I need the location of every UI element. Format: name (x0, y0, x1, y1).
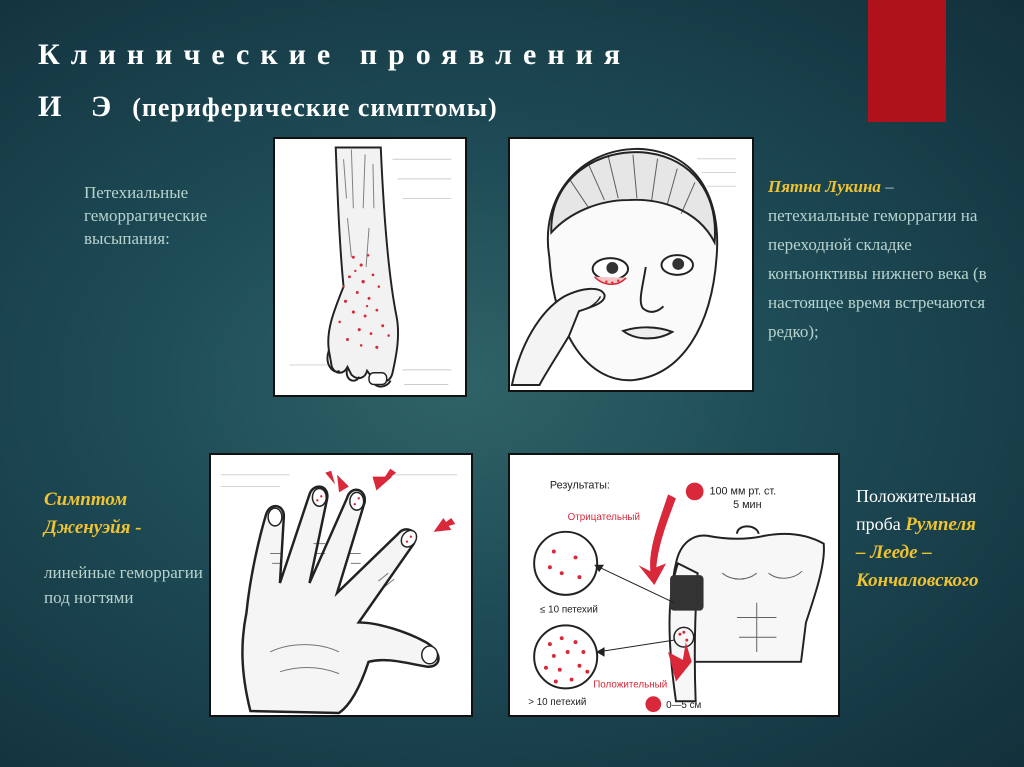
rumpel-line3: – Лееде – (856, 542, 932, 563)
janeway-caption: линейные геморрагии под ногтями (44, 563, 203, 607)
negative-count: ≤ 10 петехий (540, 604, 598, 616)
blood-pressure-cuff (670, 575, 703, 610)
hand-illustration (209, 453, 473, 717)
rumpel-line1: Положительная (856, 486, 977, 506)
title-abbreviation: И Э (38, 90, 123, 123)
slide-title-line1: Клинические проявления (38, 38, 632, 71)
negative-label: Отрицательный (567, 512, 640, 523)
pressure-marker-icon (686, 483, 704, 501)
accent-bar (868, 0, 946, 122)
rumpel-drawing (510, 455, 838, 715)
hand-drawing (211, 455, 471, 715)
foot-drawing (275, 139, 465, 395)
rumpel-line4: Кончаловского (856, 570, 979, 591)
rumpel-line2-name: Румпеля (905, 514, 976, 535)
rumpel-diagram (508, 453, 840, 717)
foot-illustration (273, 137, 467, 397)
pressure-duration: 5 мин (733, 499, 762, 512)
face-illustration (508, 137, 754, 392)
pressure-arrow-icon (639, 494, 676, 585)
rumpel-line2-plain: проба (856, 514, 906, 534)
face-drawing (510, 139, 752, 390)
positive-label: Положительный (593, 679, 668, 691)
rumpel-caption (856, 482, 1024, 595)
janeway-heading (44, 486, 224, 542)
results-label: Результаты: (549, 479, 610, 492)
lukin-heading: Пятна Лукина (768, 177, 881, 196)
janeway-heading-line1: Симптом (44, 489, 128, 510)
janeway-heading-line2: Дженуэйя - (44, 517, 142, 538)
negative-sample (534, 532, 597, 595)
lukin-dash: – (880, 177, 894, 196)
lukin-text: петехиальные геморрагии на переходной складке конъюнктивы нижнего века (в настоящее время встречаются редко); (768, 206, 987, 341)
slide-title-line2 (38, 90, 498, 124)
title-subtitle: (периферические симптомы) (132, 93, 498, 122)
circle-size-label: 0—5 см (666, 700, 702, 712)
lukin-caption (768, 172, 998, 346)
pressure-value: 100 мм рт. ст. (709, 485, 777, 498)
size-marker-icon (645, 696, 661, 712)
positive-count: > 10 петехий (528, 697, 587, 709)
petechiae-caption: Петехиальные геморрагические высыпания: (84, 183, 208, 248)
positive-sample (534, 625, 597, 688)
rumpel-line2 (856, 510, 1024, 539)
